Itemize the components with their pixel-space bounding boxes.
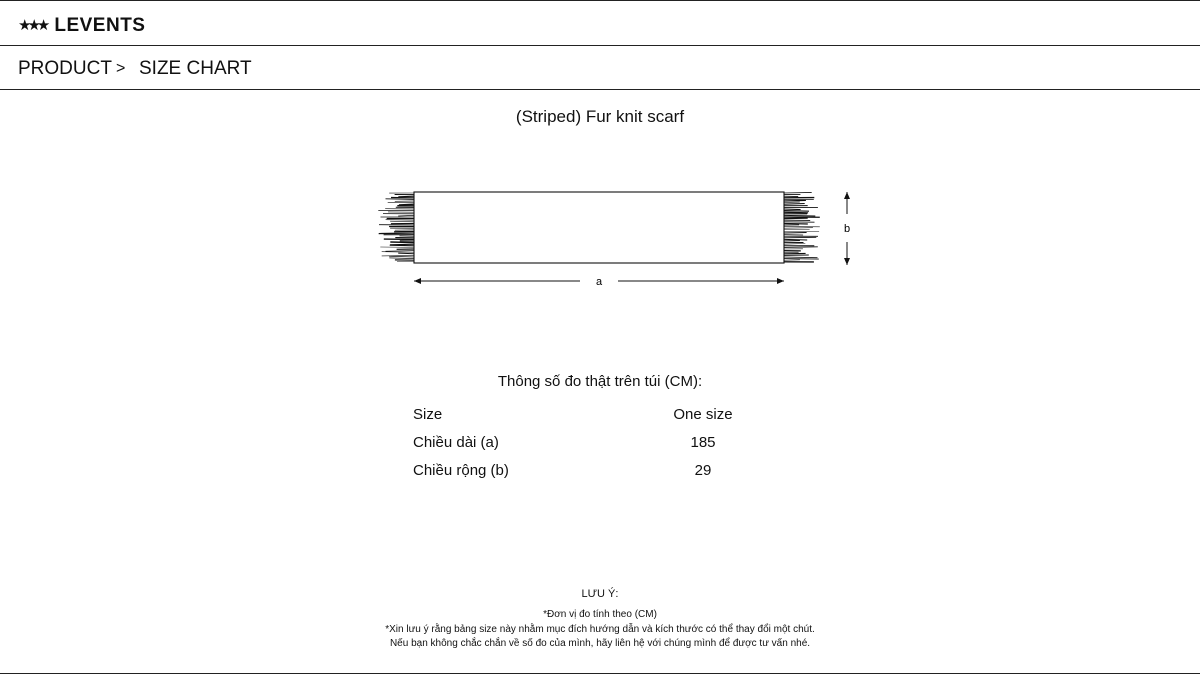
brand-logo[interactable] xyxy=(18,13,145,37)
notes-section xyxy=(0,586,1200,652)
breadcrumb-current: SIZE CHART xyxy=(139,58,252,79)
table-row xyxy=(413,460,793,488)
breadcrumb-separator: > xyxy=(116,60,126,77)
bottom-divider xyxy=(0,673,1200,674)
product-title: (Striped) Fur knit scarf xyxy=(515,107,685,126)
size-table-title: Thông số đo thật trên túi (CM): xyxy=(497,373,703,390)
row-value-length: 185 xyxy=(690,434,716,451)
row-value-width: 29 xyxy=(694,462,712,479)
breadcrumb-product[interactable]: PRODUCT xyxy=(18,58,112,79)
notes-line-contact: Nếu bạn không chắc chắn về số đo của mình, hãy liên hệ với chúng mình để được tư vấn nhé. xyxy=(389,638,811,649)
top-header xyxy=(0,0,1200,46)
scarf-diagram xyxy=(370,180,870,295)
size-header-value: One size xyxy=(673,406,733,423)
size-header-label: Size xyxy=(413,406,443,423)
scarf-body xyxy=(414,192,784,263)
scarf-fringe-right xyxy=(784,192,820,262)
length-label: a xyxy=(595,276,603,288)
row-label-width: Chiều rộng (b) xyxy=(413,462,509,479)
width-label: b xyxy=(843,223,851,235)
table-row xyxy=(413,432,793,460)
notes-line-unit: *Đơn vị đo tính theo (CM) xyxy=(543,609,657,620)
logo-stars-icon: ★★★ xyxy=(18,16,47,34)
brand-name: LEVENTS xyxy=(54,14,146,36)
breadcrumb xyxy=(0,46,1200,90)
size-table xyxy=(413,404,793,488)
notes-line-disclaimer: *Xin lưu ý rằng bảng size này nhằm mục đích hướng dẫn và kích thước có thể thay đổi một chút. xyxy=(385,623,815,635)
notes-title: LƯU Ý: xyxy=(581,588,619,600)
scarf-fringe-left xyxy=(378,193,414,262)
row-label-length: Chiều dài (a) xyxy=(413,434,499,451)
size-table-header xyxy=(413,404,793,432)
